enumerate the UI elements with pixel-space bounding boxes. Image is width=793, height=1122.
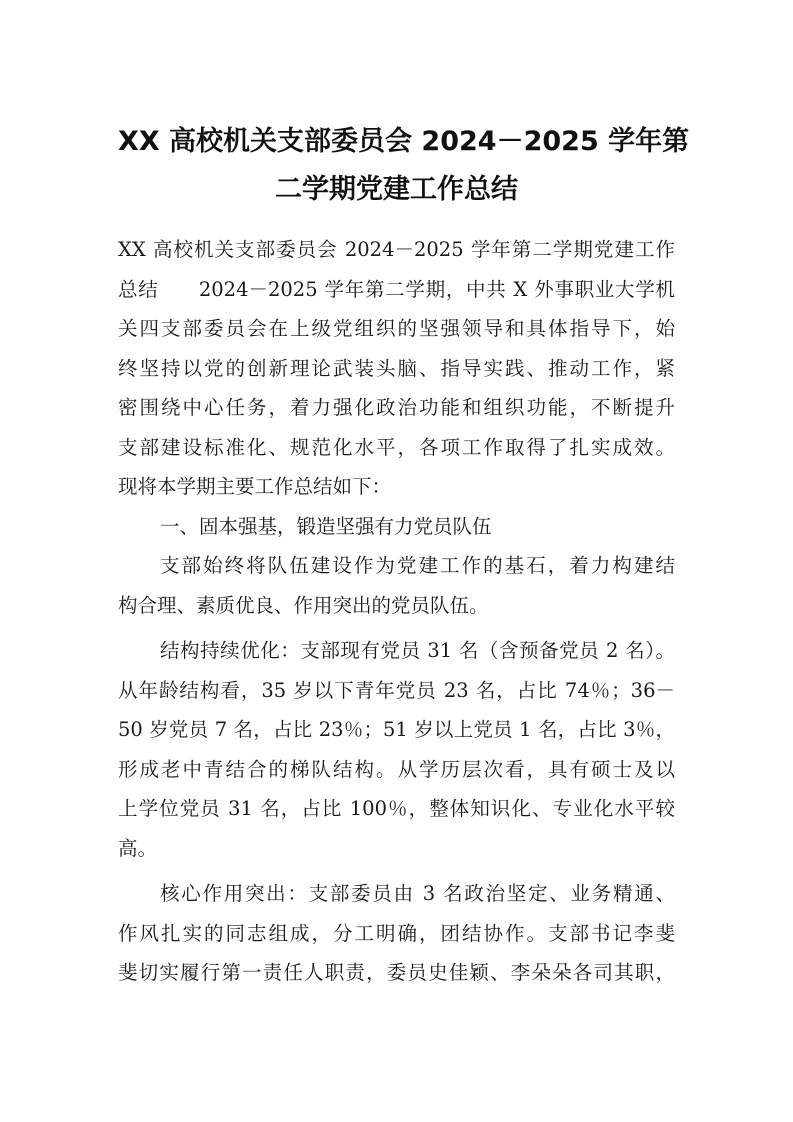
text-line: 形成老中青结合的梯队结构。从学历层次看，具有硕士及以 — [118, 757, 675, 781]
paragraph-intro — [118, 230, 675, 507]
text-line: 上学位党员 31 名，占比 100％，整体知识化、专业化水平较 — [118, 797, 675, 820]
text-line: 构合理、素质优良、作用突出的党员队伍。 — [118, 593, 489, 617]
document-page — [118, 118, 690, 993]
text-line: 结构持续优化：支部现有党员 31 名（含预备党员 2 名）。 — [160, 639, 675, 662]
section-heading — [118, 507, 675, 547]
text-line: 核心作用突出：支部委员由 3 名政治坚定、业务精通、 — [160, 882, 675, 905]
text-line: XX 高校机关支部委员会 2024－2025 学年第二学期党建工作 — [118, 238, 675, 261]
text-line: 作风扎实的同志组成，分工明确，团结协作。支部书记李斐 — [118, 921, 675, 945]
text-line: 关四支部委员会在上级党组织的坚强领导和具体指导下，始 — [118, 317, 675, 340]
text-line: 支部始终将队伍建设作为党建工作的基石，着力构建结 — [160, 554, 675, 577]
text-line: 终坚持以党的创新理论武装头脑、指导实践、推动工作，紧 — [118, 356, 675, 380]
text-line: 斐切实履行第一责任人职责，委员史佳颖、李朵朵各司其职， — [118, 961, 675, 984]
section-heading-text: 一、固本强基，锻造坚强有力党员队伍 — [160, 514, 492, 538]
text-line: 总结 2024－2025 学年第二学期，中共 X 外事职业大学机 — [118, 277, 675, 301]
text-line: 支部建设标准化、规范化水平，各项工作取得了扎实成效。 — [118, 435, 675, 459]
text-line: 现将本学期主要工作总结如下： — [118, 475, 392, 498]
title-line-2: 二学期党建工作总结 — [275, 174, 518, 205]
paragraph — [118, 631, 675, 868]
text-line: 50 岁党员 7 名，占比 23％；51 岁以上党员 1 名，占比 3％， — [118, 718, 675, 741]
text-line: 从年龄结构看，35 岁以下青年党员 23 名，占比 74％；36－ — [118, 678, 675, 702]
text-line: 密围绕中心任务，着力强化政治功能和组织功能，不断提升 — [118, 396, 675, 419]
paragraph — [118, 874, 675, 993]
title-line-1: XX 高校机关支部委员会 2024－2025 学年第 — [118, 126, 690, 157]
paragraph — [118, 546, 675, 625]
document-title — [118, 118, 690, 214]
text-line: 高。 — [118, 836, 158, 860]
document-body — [118, 230, 675, 993]
